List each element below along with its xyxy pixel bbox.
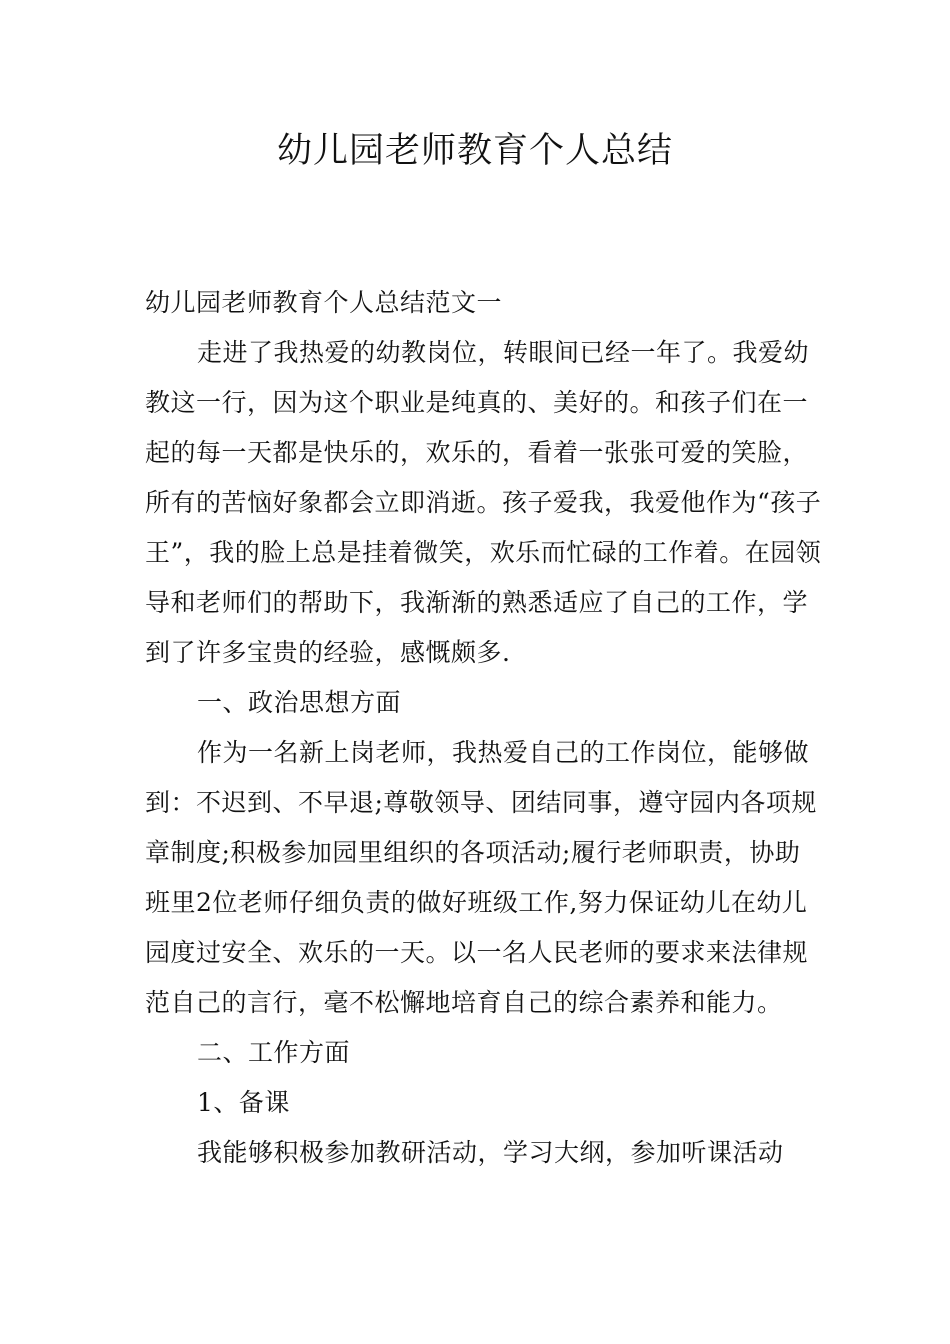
document-subtitle: 幼儿园老师教育个人总结范文一 — [145, 288, 503, 317]
document-body — [145, 278, 825, 1178]
paragraph-intro: 走进了我热爱的幼教岗位，转眼间已经一年了。我爱幼教这一行，因为这个职业是纯真的、美好的。和孩子们在一起的每一天都是快乐的，欢乐的，看着一张张可爱的笑脸，所有的苦恼好象都会立即消逝。孩子爱我，我爱他作为“孩子王”，我的脸上总是挂着微笑，欢乐而忙碌的工作着。在园领导和老师们的帮助下，我渐渐的熟悉适应了自己的工作，学到了许多宝贵的经验，感慨颇多. — [145, 338, 822, 667]
section-heading-work: 二、工作方面 — [197, 1038, 351, 1067]
document-title: 幼儿园老师教育个人总结 — [276, 131, 673, 171]
paragraph-lesson-prep: 我能够积极参加教研活动，学习大纲，参加听课活动 — [197, 1138, 784, 1167]
paragraph-politics: 作为一名新上岗老师，我热爱自己的工作岗位，能够做到：不迟到、不早退;尊敬领导、团结同事，遵守园内各项规章制度;积极参加园里组织的各项活动;履行老师职责，协助班里2位老师仔细负责的做好班级工作,努力保证幼儿在幼儿园度过安全、欢乐的一天。以一名人民老师的要求来法律规范自己的言行，毫不松懈地培育自己的综合素养和能力。 — [145, 738, 817, 1017]
subsection-heading-lesson-prep: 1、备课 — [197, 1088, 290, 1117]
section-heading-politics: 一、政治思想方面 — [197, 688, 402, 717]
